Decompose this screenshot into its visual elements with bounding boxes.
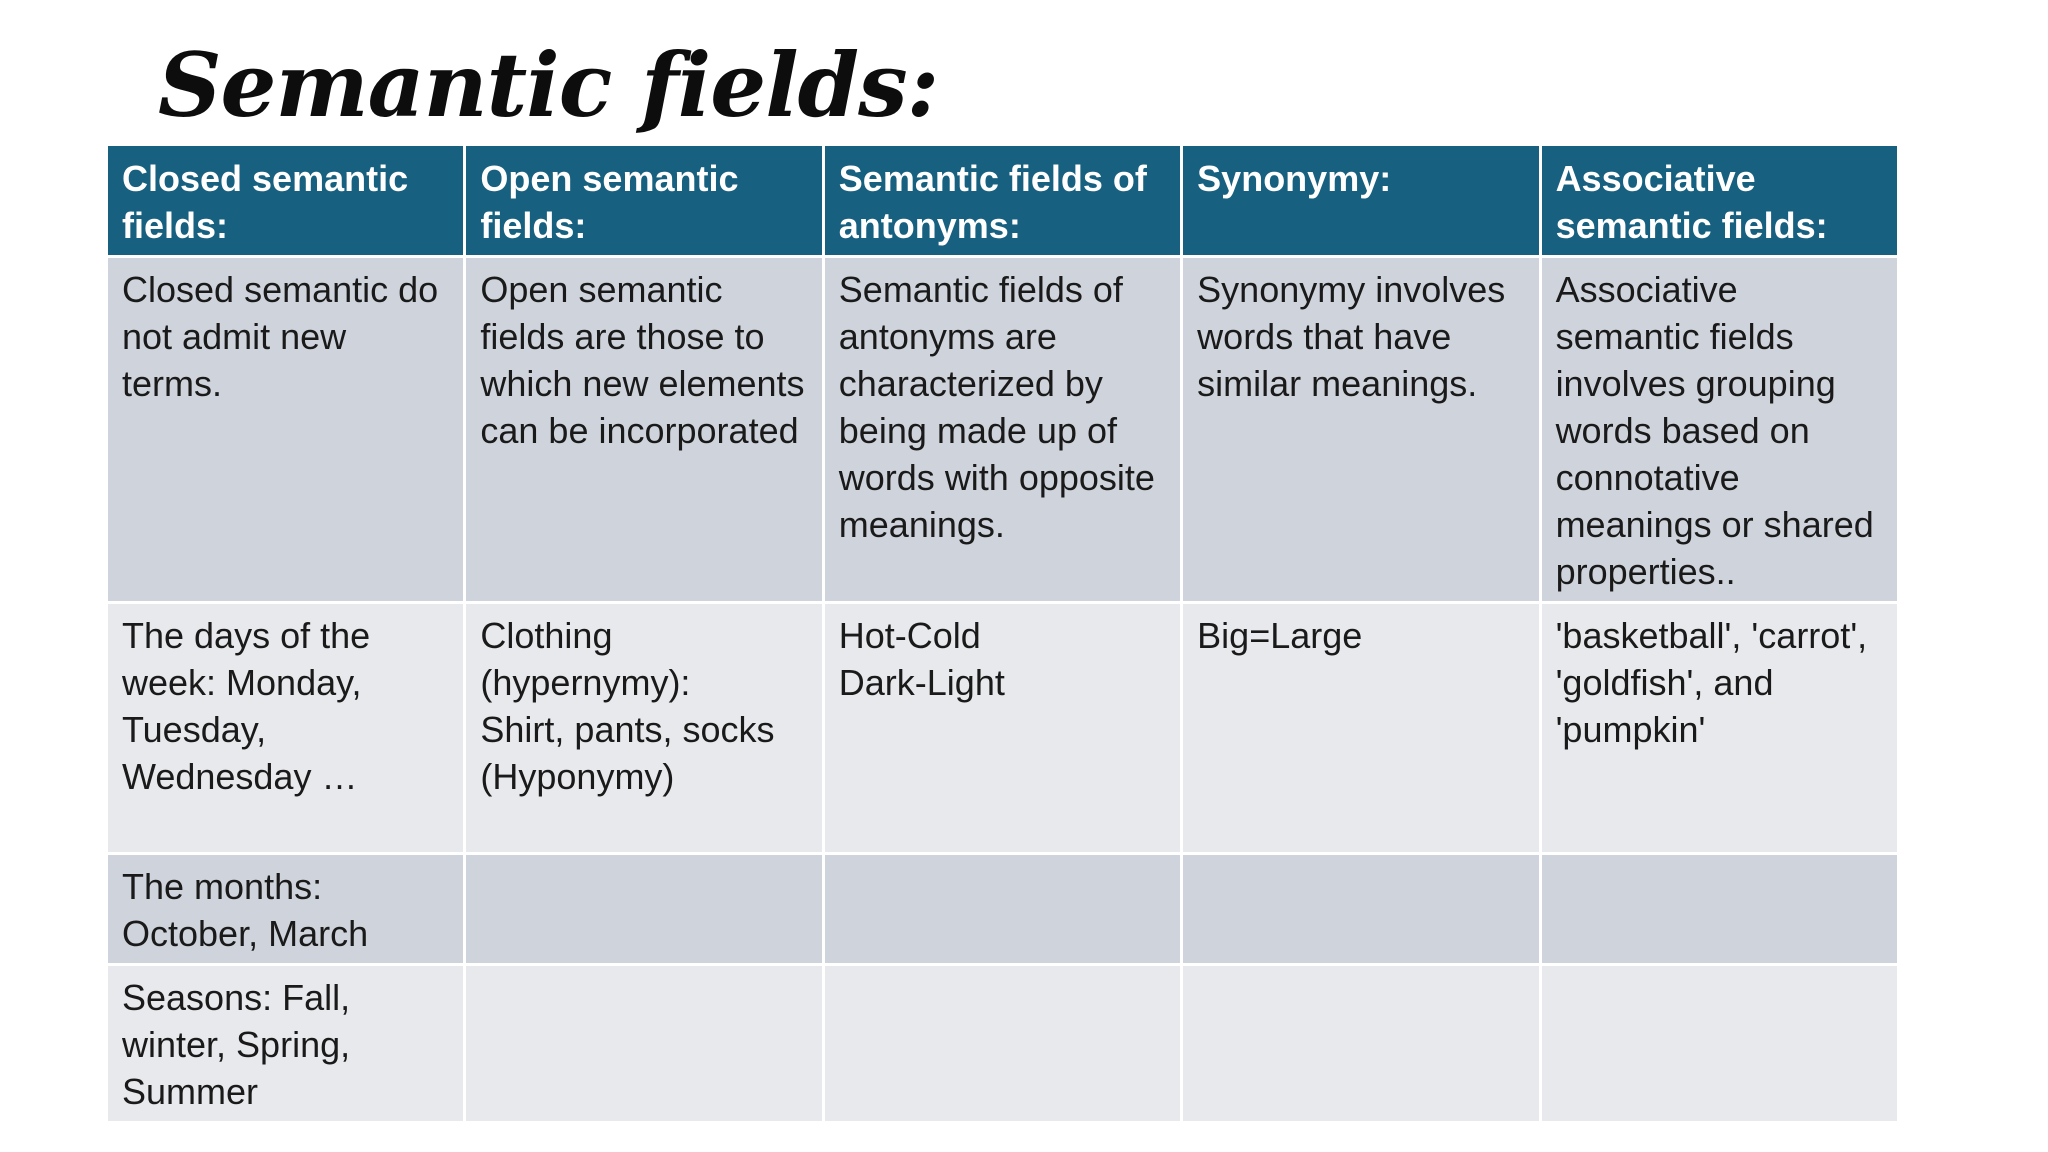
table-cell (107, 257, 465, 603)
header-open-semantic-fields: Open semantic fields: (465, 145, 823, 257)
table-cell (1540, 854, 1898, 965)
table-cell (823, 257, 1181, 603)
header-synonymy: Synonymy: (1182, 145, 1540, 257)
table-row-definitions (107, 257, 1899, 603)
table-cell (465, 603, 823, 854)
cell-text: Seasons: Fall, winter, Spring, Summer (122, 977, 351, 1112)
cell-text: 'basketball', 'carrot', 'goldfish', and 'pumpkin' (1555, 615, 1868, 750)
table-row-months (107, 854, 1899, 965)
table-cell (107, 854, 465, 965)
table-cell (1182, 603, 1540, 854)
header-associative-semantic-fields: Associative semantic fields: (1540, 145, 1898, 257)
table-row-seasons (107, 965, 1899, 1123)
cell-text: Open semantic fields are those to which new elements can be incorporated (480, 269, 805, 451)
table-cell (1540, 603, 1898, 854)
table-cell (1540, 965, 1898, 1123)
cell-text: Hot-Cold Dark-Light (838, 615, 1005, 703)
cell-text: Clothing (hypernymy): Shirt, pants, socks (Hyponymy) (480, 615, 775, 797)
table-cell (465, 965, 823, 1123)
table-cell (823, 854, 1181, 965)
cell-text: The days of the week: Monday, Tuesday, Wednesday … (122, 615, 371, 797)
table-header-row (107, 145, 1899, 257)
cell-text: Synonymy involves words that have similar meanings. (1197, 269, 1506, 404)
table-cell (1540, 257, 1898, 603)
header-closed-semantic-fields: Closed semantic fields: (107, 145, 465, 257)
table-cell (1182, 965, 1540, 1123)
cell-text: Associative semantic fields involves grouping words based on connotative meanings or shared properties.. (1555, 269, 1874, 592)
cell-text: Big=Large (1197, 615, 1363, 656)
table-cell (823, 965, 1181, 1123)
table-cell (1182, 854, 1540, 965)
table-cell (107, 965, 465, 1123)
table-cell (465, 257, 823, 603)
table-row-examples (107, 603, 1899, 854)
table-cell (107, 603, 465, 854)
cell-text: The months: October, March (122, 866, 369, 954)
cell-text: Semantic fields of antonyms are characterized by being made up of words with opposite meanings. (838, 269, 1155, 545)
table-cell (1182, 257, 1540, 603)
header-antonyms: Semantic fields of antonyms: (823, 145, 1181, 257)
cell-text: Closed semantic do not admit new terms. (122, 269, 439, 404)
table-cell (465, 854, 823, 965)
slide-title: Semantic fields: (158, 33, 939, 137)
table-cell (823, 603, 1181, 854)
semantic-fields-table (105, 143, 1900, 1124)
